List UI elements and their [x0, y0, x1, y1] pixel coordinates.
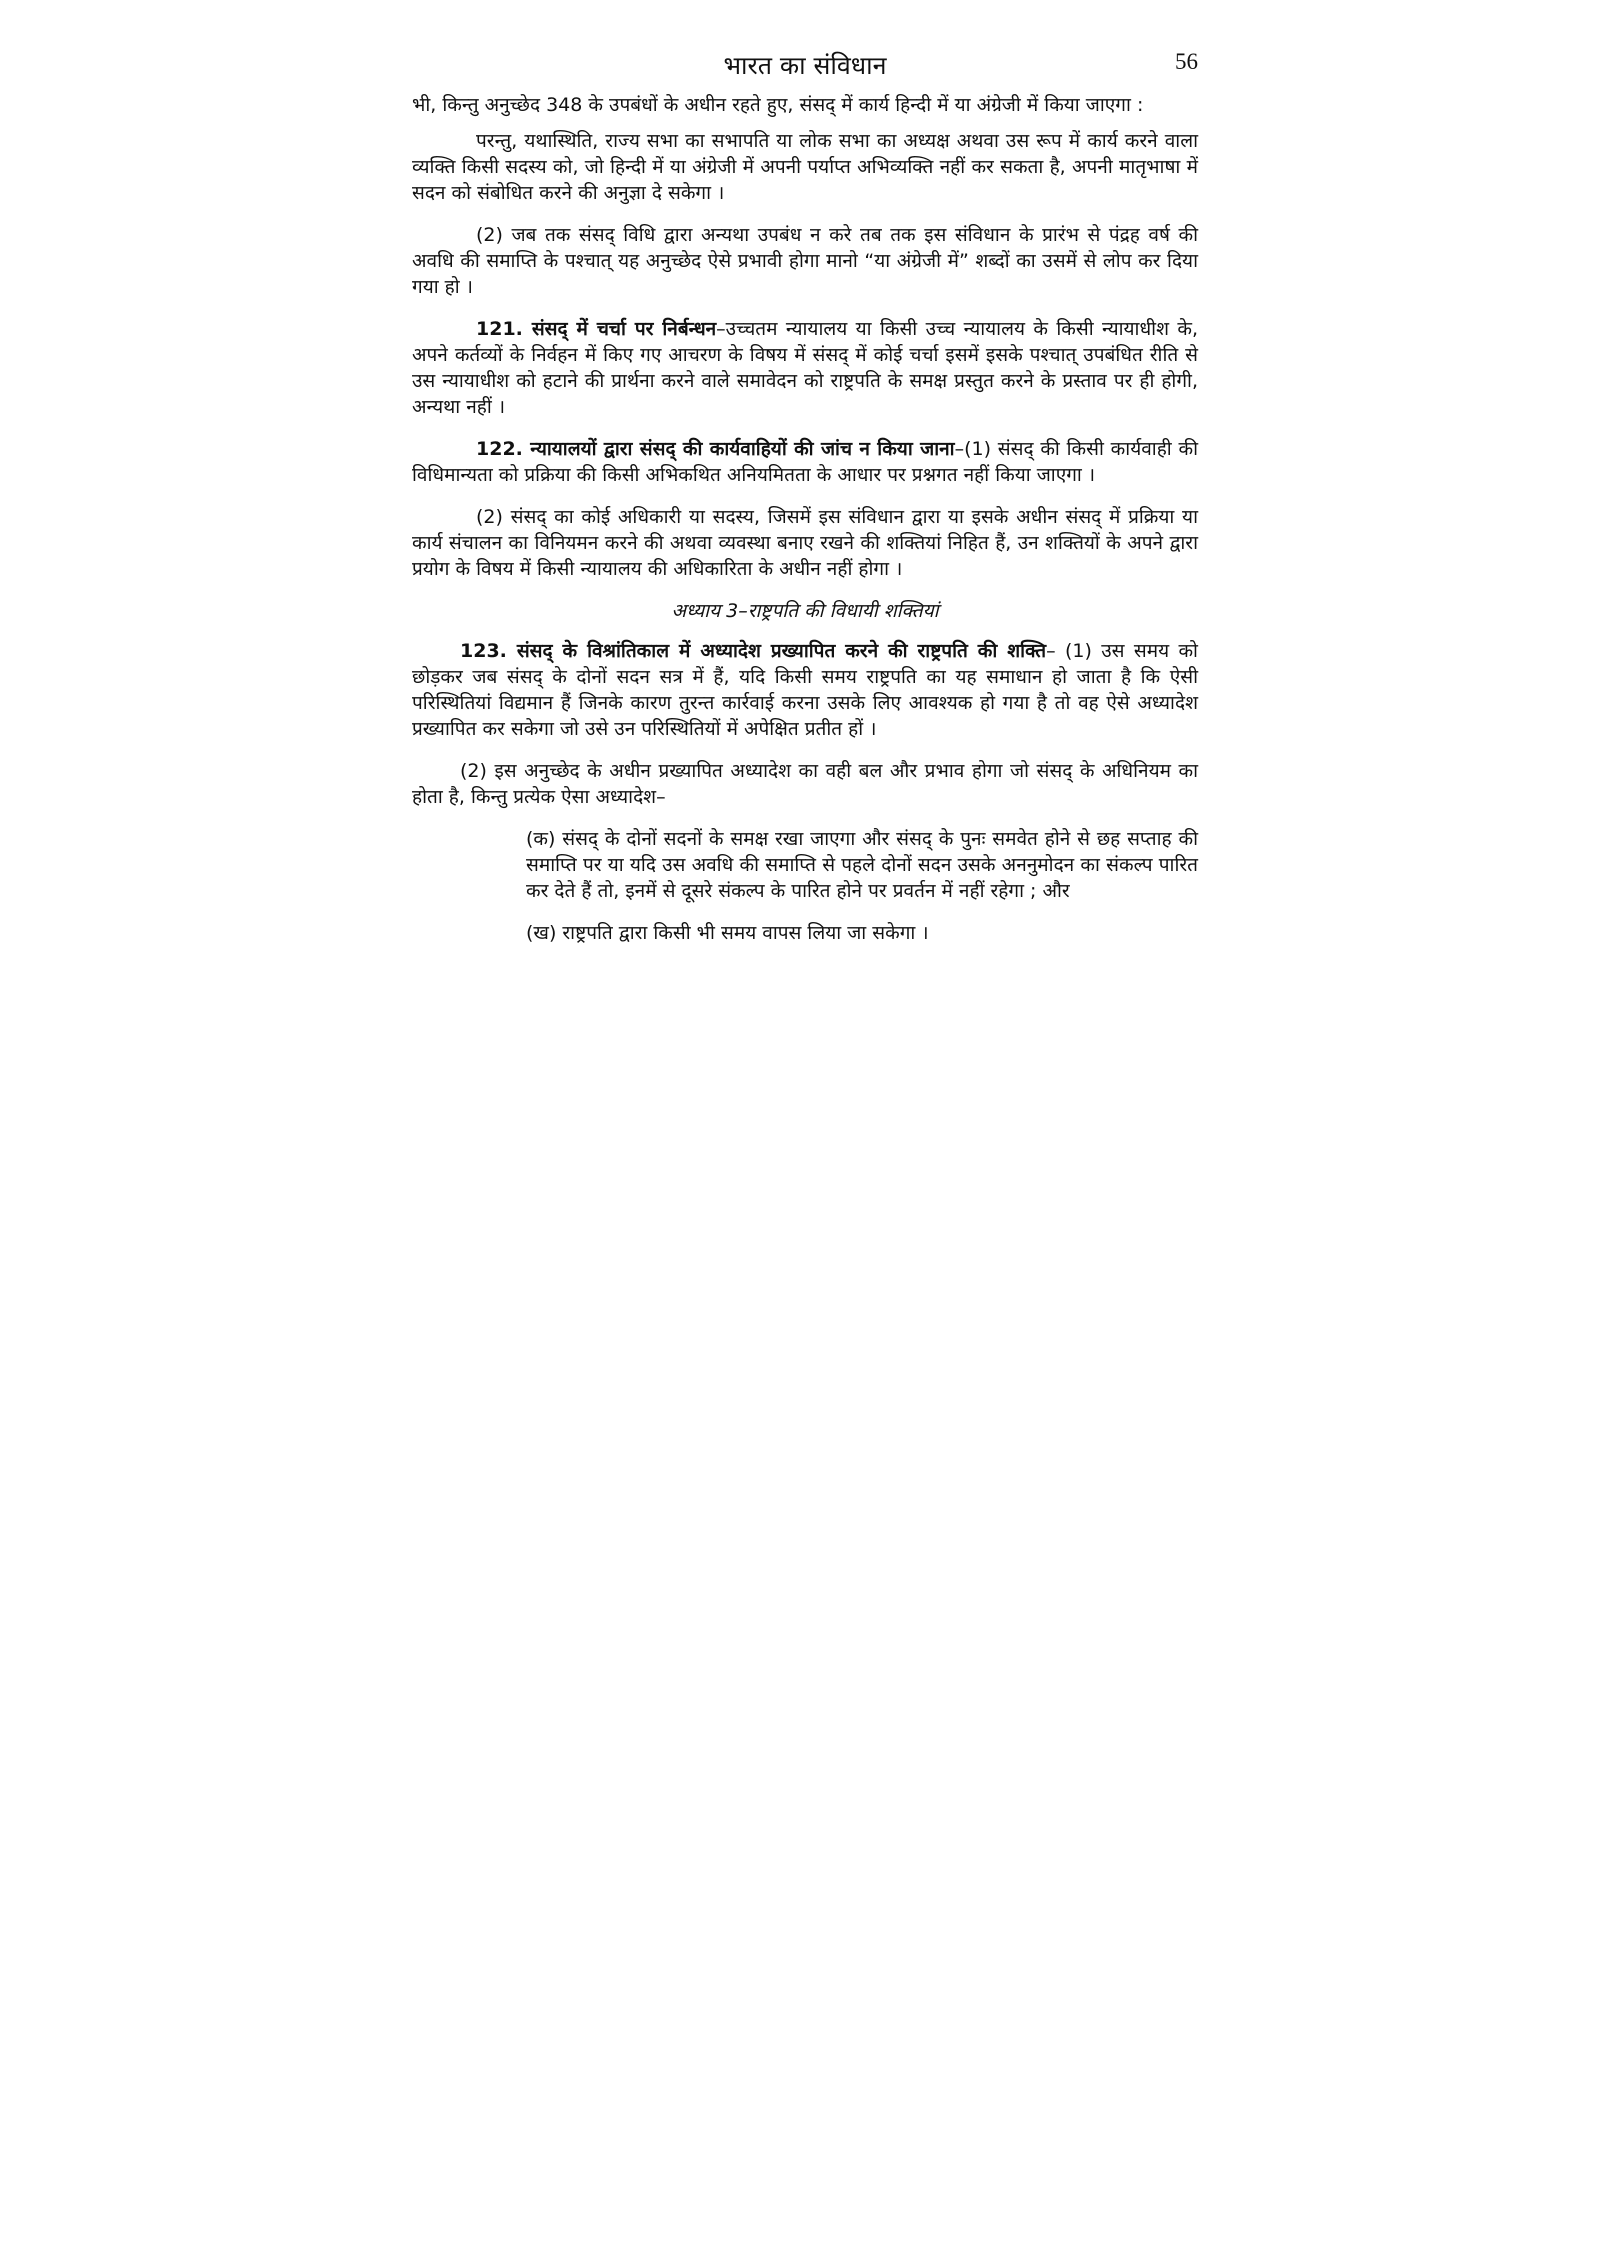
- section-123-subclause-a: (क) संसद् के दोनों सदनों के समक्ष रखा जाएगा और संसद् के पुनः समवेत होने से छह सप्ताह की समाप्ति पर या यदि उस अवधि की समाप्ति से पहले दोनों सदन उसके अननुमोदन का संकल्प पारित कर देते हैं तो, इनमें से दूसरे संकल्प के पारित होने पर प्रवर्तन में नहीं रहेगा ; और: [526, 828, 1198, 902]
- running-header: [412, 40, 1198, 92]
- chapter-heading: अध्याय 3–राष्ट्रपति की विधायी शक्तियां: [671, 600, 939, 622]
- section-122-clause-2: (2) संसद् का कोई अधिकारी या सदस्य, जिसमें इस संविधान द्वारा या इसके अधीन संसद् में प्रक्रिया या कार्य संचालन का विनियमन करने की अथवा व्यवस्था बनाए रखने की शक्तियां निहित हैं, उन शक्तियों के अपने द्वारा प्रयोग के विषय में किसी न्यायालय की अधिकारिता के अधीन नहीं होगा ।: [412, 506, 1198, 580]
- paragraph-continuation: भी, किन्तु अनुच्छेद 348 के उपबंधों के अधीन रहते हुए, संसद् में कार्य हिन्दी में या अंग्रेजी में किया जाएगा :: [412, 94, 1144, 116]
- section-122-heading: 122. न्यायालयों द्वारा संसद् की कार्यवाहियों की जांच न किया जाना: [476, 438, 955, 460]
- section-121-text: –उच्चतम न्यायालय या किसी उच्च न्यायालय के किसी न्यायाधीश के, अपने कर्तव्यों के निर्वहन में किए गए आचरण के विषय में संसद् में कोई चर्चा इसमें इसके पश्चात् उपबंधित रीति से उस न्यायाधीश को हटाने की प्रार्थना करने वाले समावेदन को राष्ट्रपति के समक्ष प्रस्तुत करने के प्रस्ताव पर ही होगी, अन्यथा नहीं ।: [412, 318, 1198, 418]
- section-121: [412, 316, 1198, 420]
- section-123-text: – (1) उस समय को छोड़कर जब संसद् के दोनों सदन सत्र में हैं, यदि किसी समय राष्ट्रपति का यह समाधान हो जाता है कि ऐसी परिस्थितियां विद्यमान हैं जिनके कारण तुरन्त कार्रवाई करना उसके लिए आवश्यक हो गया है तो वह ऐसे अध्यादेश प्रख्यापित कर सकेगा जो उसे उन परिस्थितियों में अपेक्षित प्रतीत हों ।: [412, 640, 1198, 740]
- section-121-heading: 121. संसद् में चर्चा पर निर्बन्धन: [476, 318, 717, 340]
- page-number: 56: [1175, 49, 1198, 74]
- paragraph-clause-2: (2) जब तक संसद् विधि द्वारा अन्यथा उपबंध न करे तब तक इस संविधान के प्रारंभ से पंद्रह वर्ष की अवधि की समाप्ति के पश्चात् यह अनुच्छेद ऐसे प्रभावी होगा मानो “या अंग्रेजी में” शब्दों का उसमें से लोप कर दिया गया हो ।: [412, 224, 1198, 298]
- section-123-clause-2: (2) इस अनुच्छेद के अधीन प्रख्यापित अध्यादेश का वही बल और प्रभाव होगा जो संसद् के अधिनियम का होता है, किन्तु प्रत्येक ऐसा अध्यादेश–: [412, 760, 1198, 808]
- section-123: [412, 638, 1198, 742]
- section-123-subclause-b: (ख) राष्ट्रपति द्वारा किसी भी समय वापस लिया जा सकेगा ।: [526, 922, 929, 944]
- page-title: भारत का संविधान: [723, 51, 887, 80]
- paragraph-proviso: परन्तु, यथास्थिति, राज्य सभा का सभापति या लोक सभा का अध्यक्ष अथवा उस रूप में कार्य करने वाला व्यक्ति किसी सदस्य को, जो हिन्दी में या अंग्रेजी में अपनी पर्याप्त अभिव्यक्ति नहीं कर सकता है, अपनी मातृभाषा में सदन को संबोधित करने की अनुज्ञा दे सकेगा ।: [412, 130, 1198, 204]
- document-page: [412, 40, 1198, 962]
- section-122: [412, 436, 1198, 488]
- section-123-heading: 123. संसद् के विश्रांतिकाल में अध्यादेश प्रख्यापित करने की राष्ट्रपति की शक्ति: [460, 640, 1047, 662]
- section-122-text: –(1) संसद् की किसी कार्यवाही की विधिमान्यता को प्रक्रिया की किसी अभिकथित अनियमितता के आधार पर प्रश्नगत नहीं किया जाएगा ।: [412, 438, 1198, 486]
